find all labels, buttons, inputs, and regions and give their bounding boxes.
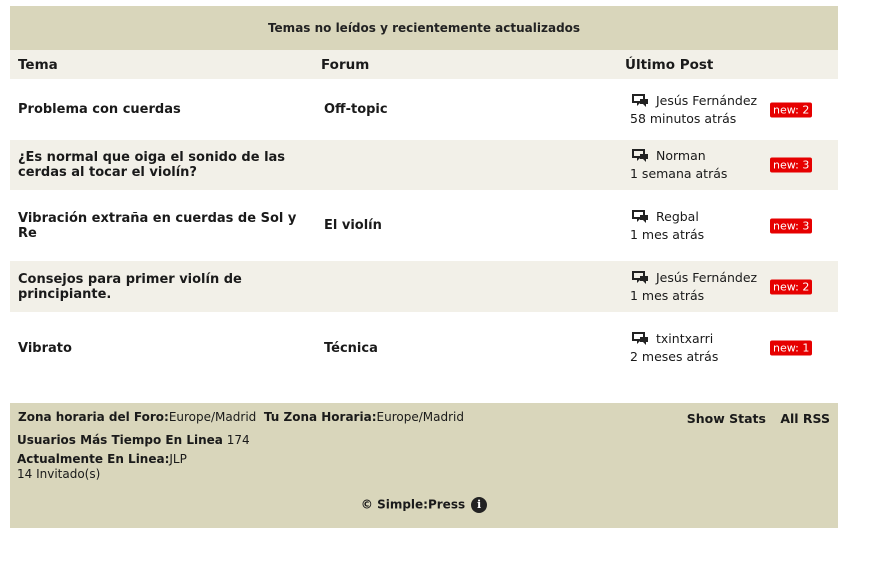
timezone-info [18,410,464,424]
forum-timezone-label: Zona horaria del Foro: [18,410,169,424]
new-posts-badge[interactable]: new: 2 [770,102,812,117]
post-bubbles-icon[interactable] [632,149,650,163]
new-posts-badge[interactable]: new: 2 [770,279,812,294]
topic-row [10,140,838,190]
topic-link[interactable]: Problema con cuerdas [18,102,181,117]
show-stats-link[interactable]: Show Stats [686,411,766,426]
forum-link[interactable]: Off-topic [324,102,388,117]
unread-topics-panel [10,6,838,384]
column-header-forum: Forum [321,56,370,73]
last-post-time: 2 meses atrás [630,349,719,364]
last-post-info [630,208,704,244]
topic-row [10,312,838,384]
last-post-time: 1 mes atrás [630,287,705,303]
user-timezone-label: Tu Zona Horaria: [263,410,377,424]
last-post-info [630,92,757,128]
new-posts-badge[interactable]: new: 3 [770,158,812,173]
forum-link[interactable]: El violín [324,218,382,233]
forum-timezone-value: Europe/Madrid [168,410,257,424]
user-timezone-value: Europe/Madrid [376,410,464,424]
most-users-online [17,433,250,447]
new-posts-badge[interactable]: new: 1 [770,341,812,356]
online-label: Actualmente En Linea: [17,452,170,466]
post-bubbles-icon[interactable] [632,94,650,108]
guest-count: 14 Invitado(s) [17,467,101,481]
copyright [10,497,838,513]
most-users-label: Usuarios Más Tiempo En Linea [17,433,223,447]
last-post-time: 58 minutos atrás [630,110,737,126]
last-post-time: 1 semana atrás [630,166,728,181]
last-post-user[interactable]: Norman [656,148,706,163]
forum-link[interactable]: Técnica [324,340,378,356]
column-header-last-post: Último Post [625,56,714,73]
column-header-topic: Tema [18,56,58,73]
online-users[interactable]: JLP [169,452,187,466]
post-bubbles-icon[interactable] [632,271,650,285]
topic-link[interactable]: Vibrato [18,340,72,356]
post-bubbles-icon[interactable] [632,210,650,224]
copyright-text[interactable]: © Simple:Press [360,497,466,512]
currently-online [17,452,187,466]
new-posts-badge[interactable]: new: 3 [770,218,812,233]
most-users-value: 174 [226,433,250,447]
column-header-row [10,50,838,79]
last-post-info [630,147,727,183]
topic-link[interactable]: Vibración extraña en cuerdas de Sol y Re [18,210,297,241]
topic-row [10,261,838,312]
all-rss-link[interactable]: All RSS [780,411,830,426]
last-post-user[interactable]: Regbal [656,208,699,224]
last-post-time: 1 mes atrás [630,226,705,242]
topic-row [10,79,838,140]
panel-title: Temas no leídos y recientemente actualizados [10,6,838,50]
post-bubbles-icon[interactable] [632,332,650,346]
last-post-user[interactable]: Jesús Fernández [656,92,758,108]
forum-footer [10,403,838,528]
last-post-info [630,269,757,305]
last-post-user[interactable]: Jesús Fernández [656,269,758,285]
footer-links [677,411,830,426]
last-post-info [630,330,718,366]
topic-link[interactable]: Consejos para primer violín de principiante. [18,271,242,302]
topic-link[interactable]: ¿Es normal que oiga el sonido de las cerdas al tocar el violín? [18,150,286,180]
topic-row [10,190,838,261]
info-icon[interactable]: i [471,497,487,513]
last-post-user[interactable]: txintxarri [656,331,714,346]
